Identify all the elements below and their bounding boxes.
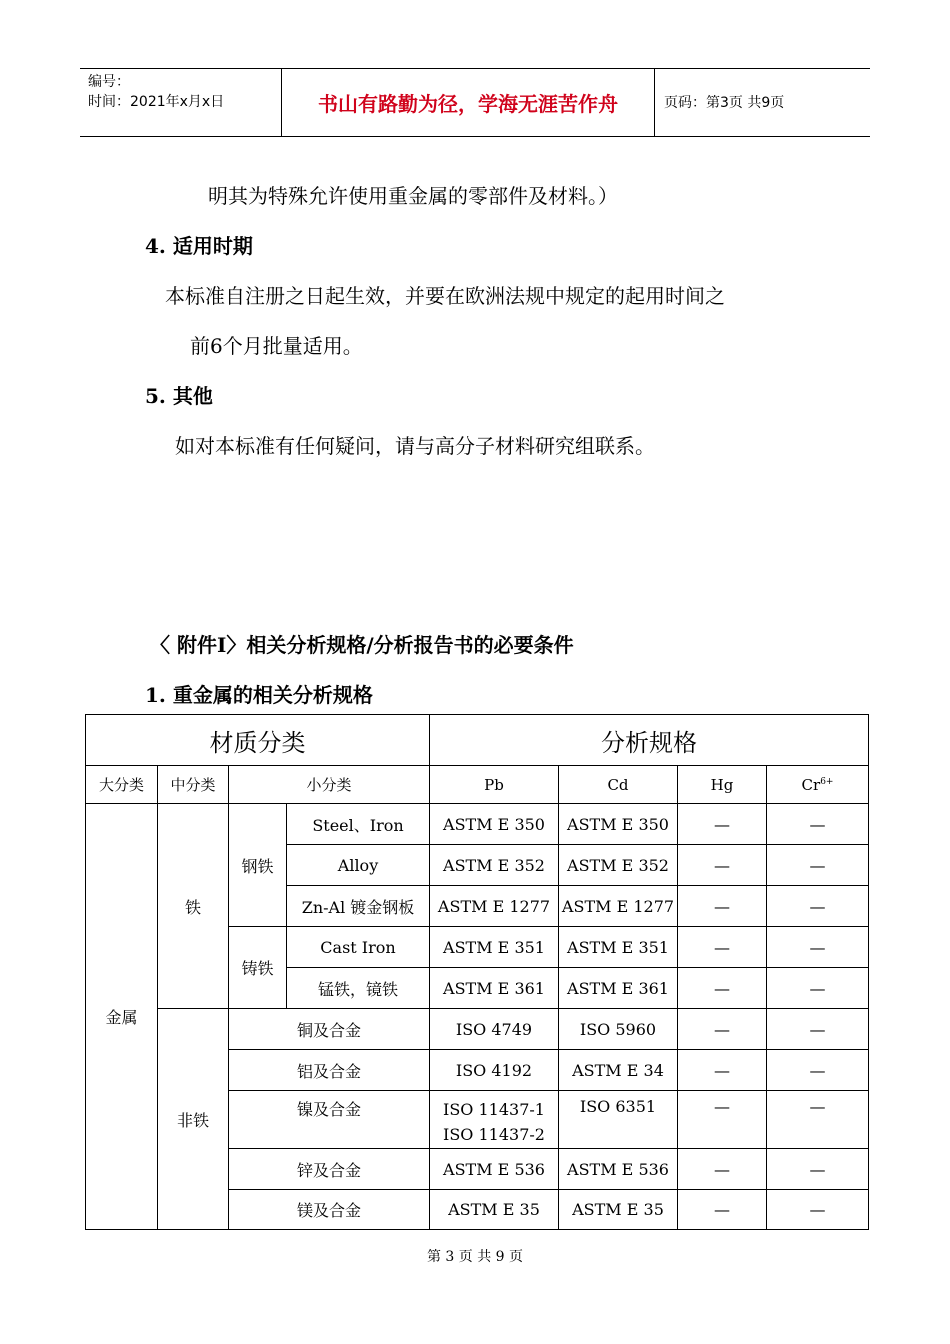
col-header-cd: Cd [559, 766, 678, 804]
hg-cell: — [678, 1050, 767, 1091]
section-4-paragraph: 本标准自注册之日起生效，并要在欧洲法规中规定的起用时间之 [165, 284, 725, 308]
cd-cell: ASTM E 350 [559, 804, 678, 845]
col-header-major: 大分类 [86, 766, 158, 804]
cd-cell: ASTM E 351 [559, 927, 678, 968]
cd-cell: ISO 6351 [559, 1091, 678, 1149]
cr-cell: — [767, 968, 869, 1009]
table-head-spec: 分析规格 [430, 715, 869, 766]
pb-cell: ASTM E 352 [430, 845, 559, 886]
hg-cell: — [678, 1091, 767, 1149]
section-5-title: 5. 其他 [145, 384, 213, 408]
minor-cell: 镍及合金 [229, 1091, 430, 1149]
col-header-cr [767, 766, 869, 804]
cr-superscript: 6+ [820, 776, 834, 787]
header-motto: 书山有路勤为径，学海无涯苦作舟 [318, 91, 618, 116]
pb-value: ISO 11437-1 [443, 1100, 545, 1119]
cr-cell: — [767, 845, 869, 886]
section-5-paragraph: 如对本标准有任何疑问，请与高分子材料研究组联系。 [175, 434, 655, 458]
header-page-number: 页码：第3页 共9页 [664, 95, 785, 111]
cd-cell: ASTM E 536 [559, 1149, 678, 1190]
minor-cell: 铜及合金 [229, 1009, 430, 1050]
section-4-title: 4. 适用时期 [145, 234, 253, 258]
header-time: 时间：2021年x月x日 [88, 94, 225, 110]
cd-cell: ASTM E 352 [559, 845, 678, 886]
col-header-pb: Pb [430, 766, 559, 804]
header-number: 编号： [88, 74, 130, 90]
hg-cell: — [678, 1149, 767, 1190]
pb-cell: ASTM E 35 [430, 1190, 559, 1230]
col-header-hg: Hg [678, 766, 767, 804]
header-bottom-rule [80, 136, 870, 137]
hg-cell: — [678, 1009, 767, 1050]
cd-cell: ASTM E 1277 [559, 886, 678, 927]
header-meta [88, 72, 224, 112]
minor-cell: 锌及合金 [229, 1149, 430, 1190]
pb-cell: ASTM E 350 [430, 804, 559, 845]
cd-cell: ASTM E 361 [559, 968, 678, 1009]
cr-cell: — [767, 1009, 869, 1050]
cr-cell: — [767, 927, 869, 968]
hg-cell: — [678, 886, 767, 927]
header-divider [654, 68, 655, 136]
mid-nonferrous: 非铁 [158, 1009, 229, 1230]
pb-cell: ASTM E 361 [430, 968, 559, 1009]
cr-cell: — [767, 1050, 869, 1091]
minor-cell: Steel、Iron [287, 804, 430, 845]
minor-cell: 镁及合金 [229, 1190, 430, 1230]
pb-cell [430, 1091, 559, 1149]
table-head-material: 材质分类 [86, 715, 430, 766]
hg-cell: — [678, 968, 767, 1009]
cd-cell: ISO 5960 [559, 1009, 678, 1050]
group-cast-iron: 铸铁 [229, 927, 287, 1009]
col-header-minor: 小分类 [229, 766, 430, 804]
page-footer: 第 3 页 共 9 页 [426, 1249, 524, 1265]
cd-cell: ASTM E 35 [559, 1190, 678, 1230]
minor-cell: Alloy [287, 845, 430, 886]
cr-cell: — [767, 1190, 869, 1230]
hg-cell: — [678, 1190, 767, 1230]
pb-cell: ISO 4749 [430, 1009, 559, 1050]
major-metal: 金属 [86, 804, 158, 1230]
cr-cell: — [767, 1149, 869, 1190]
table-row [86, 804, 869, 845]
cr-cell: — [767, 1091, 869, 1149]
cr-cell: — [767, 804, 869, 845]
pb-cell: ASTM E 351 [430, 927, 559, 968]
pb-cell: ISO 4192 [430, 1050, 559, 1091]
minor-cell: 锰铁，镜铁 [287, 968, 430, 1009]
body-line: 明其为特殊允许使用重金属的零部件及材料。） [208, 184, 618, 208]
pb-cell: ASTM E 536 [430, 1149, 559, 1190]
section-4-paragraph-cont: 前6个月批量适用。 [190, 334, 363, 358]
minor-cell: Zn-Al 镀金钢板 [287, 886, 430, 927]
subsection-1-title: 1. 重金属的相关分析规格 [145, 683, 373, 707]
analysis-spec-table [85, 714, 869, 1230]
cd-cell: ASTM E 34 [559, 1050, 678, 1091]
hg-cell: — [678, 804, 767, 845]
cr-symbol: Cr [801, 775, 821, 794]
minor-cell: Cast Iron [287, 927, 430, 968]
hg-cell: — [678, 927, 767, 968]
table-row [86, 1009, 869, 1050]
minor-cell: 铝及合金 [229, 1050, 430, 1091]
pb-cell: ASTM E 1277 [430, 886, 559, 927]
col-header-mid: 中分类 [158, 766, 229, 804]
group-steel: 钢铁 [229, 804, 287, 927]
cr-cell: — [767, 886, 869, 927]
appendix-title: 〈 附件Ⅰ〉相关分析规格/分析报告书的必要条件 [150, 633, 574, 657]
pb-value: ISO 11437-2 [443, 1125, 545, 1144]
mid-iron: 铁 [158, 804, 229, 1009]
hg-cell: — [678, 845, 767, 886]
